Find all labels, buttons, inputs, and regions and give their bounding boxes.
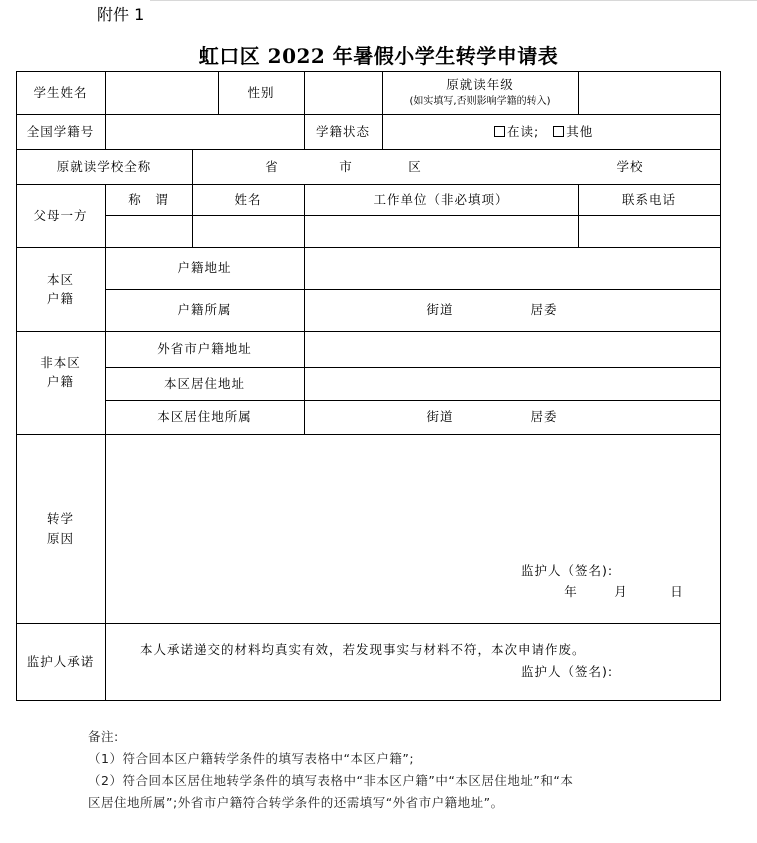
row-divider [16,623,721,624]
committee-label: 居委 [530,302,558,318]
province-label: 省 [265,158,279,174]
date-day-label: 日 [670,584,684,600]
transfer-reason-label [16,434,105,623]
hukou-address-field[interactable] [304,247,720,289]
notes-section [88,726,573,814]
outer-hukou-address-label: 外省市户籍地址 [157,341,252,357]
form-title: 虹口区 2022 年暑假小学生转学申请表 [198,44,559,68]
enrolled-option-label: 在读; [507,123,540,139]
enrollment-status-label: 学籍状态 [315,123,370,139]
notes-heading: 备注: [88,729,119,744]
enrollment-status-options [494,114,694,149]
district-label: 区 [408,158,422,174]
city-label: 市 [339,158,353,174]
note-line-2: （2）符合回本区居住地转学条件的填写表格中“非本区户籍”中“本区居住地址”和“本 [88,773,574,788]
outer-hukou-address-field[interactable] [304,331,720,367]
student-id-label: 全国学籍号 [26,123,95,139]
grade-label-text: 原就读年级 [446,77,514,93]
enrolled-checkbox[interactable] [494,126,505,137]
note-line-3: 区居住地所属”;外省市户籍符合转学条件的还需填写“外省市户籍地址”。 [88,795,504,810]
transfer-reason-label-line1: 转学 [46,511,74,527]
phone-field[interactable] [578,215,720,247]
other-option-label: 其他 [566,123,594,139]
original-grade-label [382,71,578,114]
guardian-commitment-label: 监护人承诺 [26,653,95,669]
reason-guardian-signature: 监护人（签名): [521,563,614,579]
date-month-label: 月 [614,584,628,600]
gender-label: 性别 [247,84,275,100]
col-divider [105,623,106,700]
transfer-reason-field[interactable] [106,435,719,555]
nonlocal-hukou-label [16,331,105,434]
table-border-bottom [16,700,721,701]
other-status-checkbox[interactable] [553,126,564,137]
parent-label: 父母一方 [33,207,88,223]
relation-header: 称 谓 [128,191,169,207]
table-border-right [720,71,721,701]
residence-street-label: 街道 [426,409,454,425]
original-grade-field[interactable] [578,71,720,114]
local-hukou-label-line2: 户籍 [46,291,74,306]
local-hukou-label-line1: 本区 [46,271,74,287]
school-label: 学校 [616,158,644,174]
gender-field[interactable] [304,71,382,114]
student-name-field[interactable] [105,71,218,114]
phone-header: 联系电话 [621,191,676,207]
commitment-text: 本人承诺递交的材料均真实有效，若发现事实与材料不符，本次申请作废。 [140,642,586,658]
work-unit-field[interactable] [304,215,578,247]
student-id-field[interactable] [105,114,304,149]
date-year-label: 年 [564,584,578,600]
street-label: 街道 [426,302,454,318]
commitment-guardian-signature: 监护人（签名): [521,664,614,680]
nonlocal-hukou-label-line1: 非本区 [40,355,81,370]
work-unit-header: 工作单位（非必填项） [373,191,509,207]
col-divider [382,114,383,149]
relation-field[interactable] [105,215,192,247]
attachment-label: 附件 1 [97,5,145,24]
original-school-label: 原就读学校全称 [56,158,152,174]
residence-committee-label: 居委 [530,409,558,425]
grade-label-note: (如实填写,否则影响学籍的转入) [409,96,551,108]
student-name-label: 学生姓名 [33,84,88,100]
hukou-address-label: 户籍地址 [177,260,232,276]
hukou-belong-label: 户籍所属 [177,302,232,318]
residence-address-label: 本区居住地址 [163,375,245,391]
col-divider [192,149,193,184]
residence-belong-label: 本区居住地所属 [157,409,252,425]
local-hukou-label [16,247,105,331]
note-line-1: （1）符合回本区户籍转学条件的填写表格中“本区户籍”; [88,751,415,766]
nonlocal-hukou-label-line2: 户籍 [46,374,74,390]
parent-name-header: 姓名 [234,191,262,207]
residence-address-field[interactable] [304,367,720,400]
transfer-reason-label-line2: 原因 [46,530,74,546]
parent-name-field[interactable] [192,215,304,247]
